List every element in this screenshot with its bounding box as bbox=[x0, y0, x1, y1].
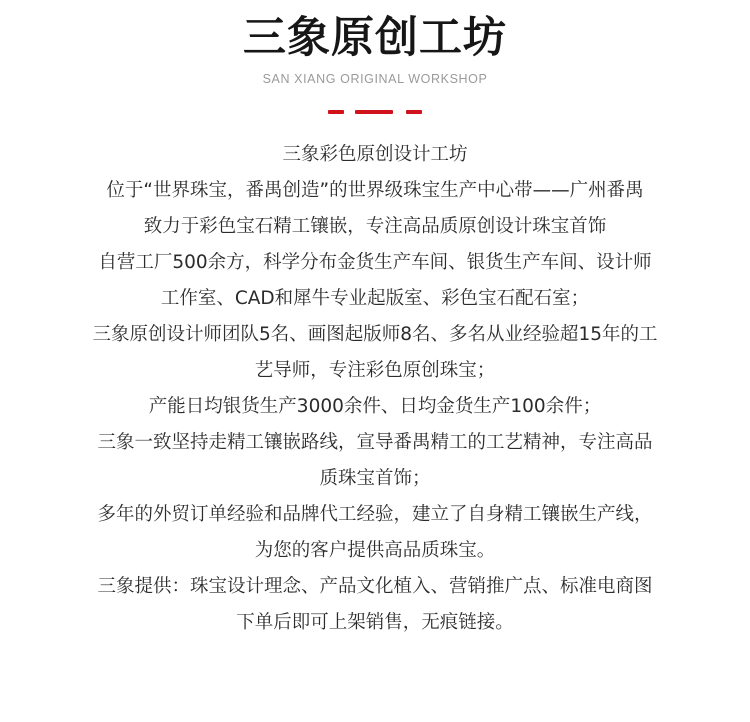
text-line: 质珠宝首饰； bbox=[319, 468, 431, 489]
text-line: 三象原创设计师团队5名、画图起版师8名、多名从业经验超15年的工 bbox=[92, 324, 658, 345]
text-line: 艺导师，专注彩色原创珠宝； bbox=[254, 360, 496, 381]
text-line: 三象彩色原创设计工坊 bbox=[282, 144, 468, 165]
divider-dash-center bbox=[355, 110, 393, 114]
divider-dash-left bbox=[328, 110, 344, 114]
text-line: 产能日均银货生产3000余件、日均金货生产100余件； bbox=[148, 396, 602, 417]
text-line: 多年的外贸订单经验和品牌代工经验，建立了自身精工镶嵌生产线， bbox=[97, 504, 653, 525]
intro-paragraph bbox=[40, 137, 710, 641]
text-line: 三象一致坚持走精工镶嵌路线，宣导番禺精工的工艺精神，专注高品 bbox=[97, 432, 653, 453]
text-line: 下单后即可上架销售，无痕链接。 bbox=[236, 612, 514, 633]
text-line: 三象提供：珠宝设计理念、产品文化植入、营销推广点、标准电商图 bbox=[97, 576, 653, 597]
text-line: 位于“世界珠宝，番禺创造”的世界级珠宝生产中心带——广州番禺 bbox=[106, 180, 644, 201]
divider-dash-right bbox=[406, 110, 422, 114]
text-line: 工作室、CAD和犀牛专业起版室、彩色宝石配石室； bbox=[160, 288, 590, 309]
page-subtitle: SAN XIANG ORIGINAL WORKSHOP bbox=[262, 72, 488, 86]
text-line: 为您的客户提供高品质珠宝。 bbox=[254, 540, 496, 561]
text-line: 自营工厂500余方，科学分布金货生产车间、银货生产车间、设计师 bbox=[98, 252, 652, 273]
page-title: 三象原创工坊 bbox=[243, 13, 507, 63]
text-line: 致力于彩色宝石精工镶嵌，专注高品质原创设计珠宝首饰 bbox=[143, 216, 607, 237]
